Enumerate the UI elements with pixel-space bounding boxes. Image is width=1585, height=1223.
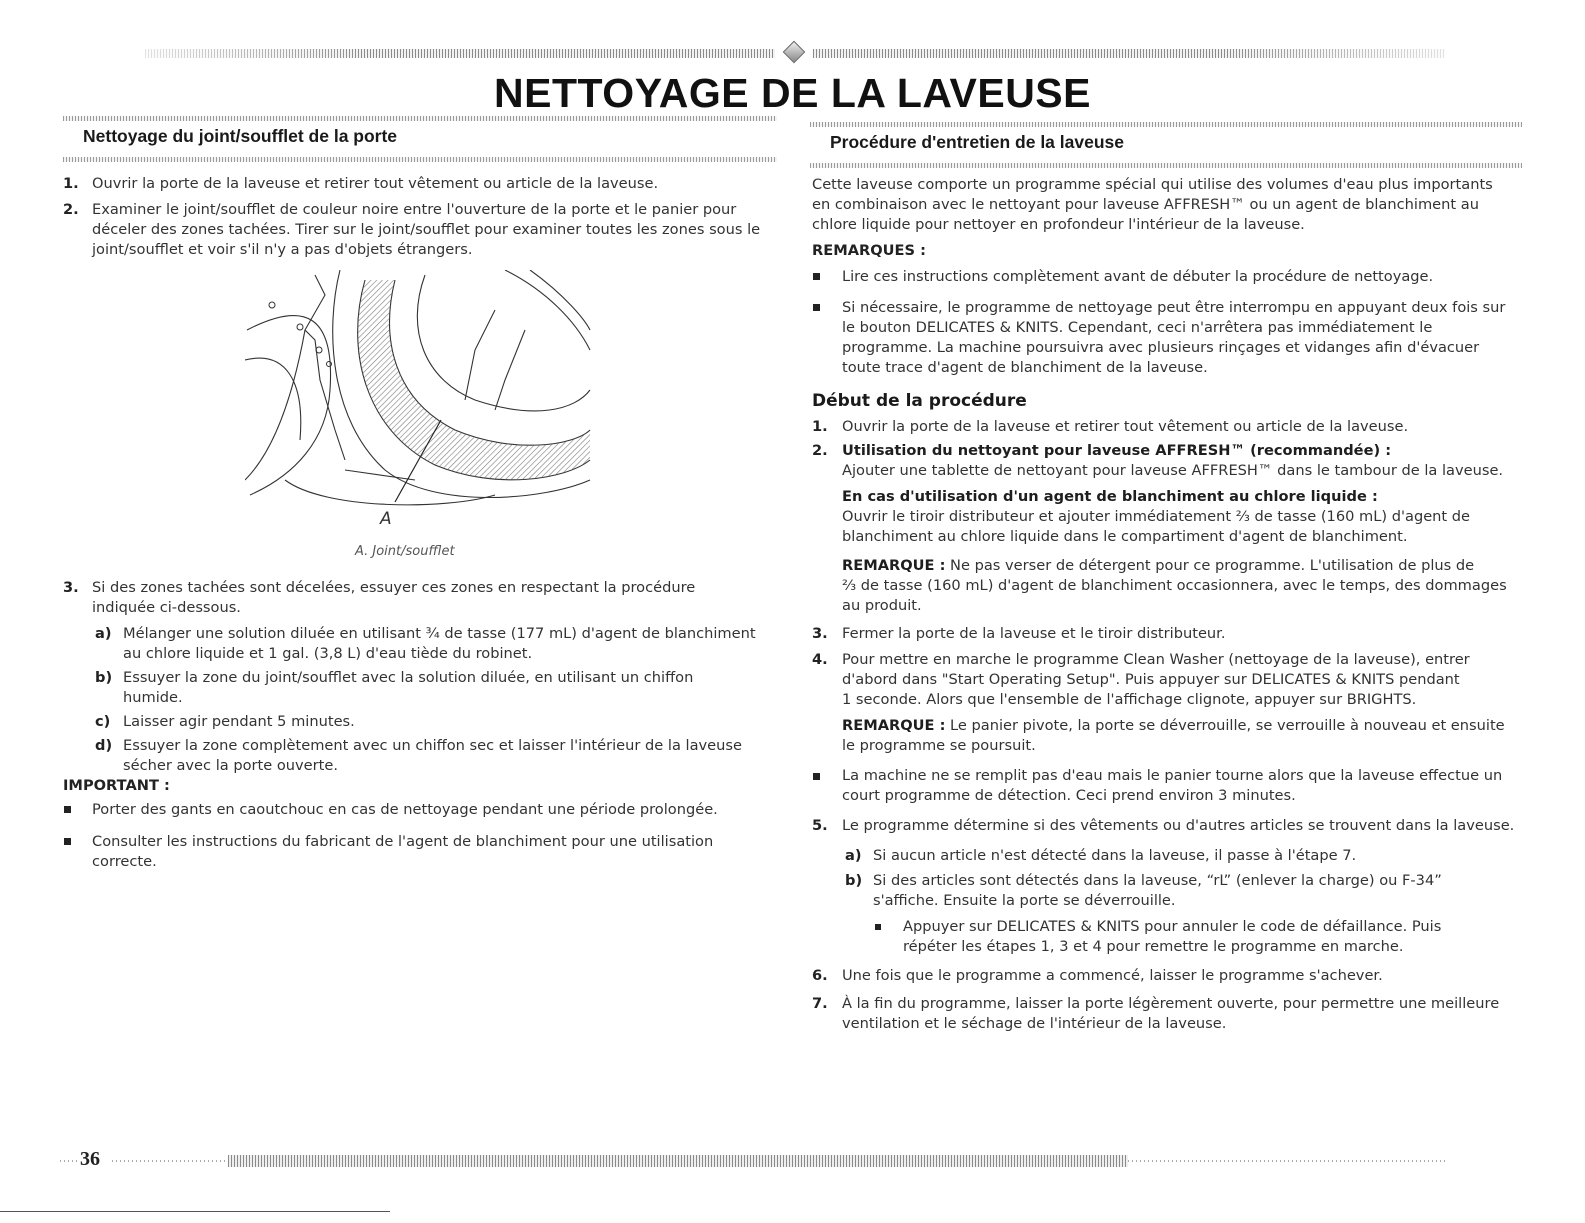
substep-letter: c) (95, 713, 111, 730)
remarques-label: REMARQUES : (812, 242, 926, 259)
substep-text: humide. (123, 689, 183, 706)
top-bar-right-rule (813, 49, 1445, 58)
intro-text: Cette laveuse comporte un programme spécial qui utilise des volumes d'eau plus importants (812, 176, 1493, 193)
substep-letter: b) (95, 669, 113, 686)
bullet-icon (64, 838, 71, 845)
substep-text: Laisser agir pendant 5 minutes. (123, 713, 355, 730)
substep-letter: a) (845, 847, 862, 864)
important-label: IMPORTANT : (63, 777, 170, 794)
footer-dotted-rule (60, 1160, 78, 1162)
step-text: Ouvrir la porte de la laveuse et retirer tout vêtement ou article de la laveuse. (92, 175, 659, 192)
step-number: 3. (63, 579, 79, 596)
substep-text: Si des articles sont détectés dans la laveuse, “rL” (enlever la charge) ou F-34” (873, 872, 1442, 889)
remarque-text: le programme se poursuit. (842, 737, 1036, 754)
page-title: NETTOYAGE DE LA LAVEUSE (494, 70, 1091, 116)
bullet-icon (813, 273, 820, 280)
step-text: joint/soufflet et voir s'il n'y a pas d'objets étrangers. (92, 241, 473, 258)
step-text: Le programme détermine si des vêtements ou d'autres articles se trouvent dans la laveuse. (842, 817, 1515, 834)
remarque-label: REMARQUE : (842, 557, 946, 574)
remarque-text: Si nécessaire, le programme de nettoyage peut être interrompu en appuyant deux fois sur (842, 299, 1506, 316)
substep-text: au chlore liquide et 1 gal. (3,8 L) d'eau tiède du robinet. (123, 645, 533, 662)
remarque-text: programme. La machine poursuivra avec plusieurs rinçages et vidanges afin d'évacuer (842, 339, 1480, 356)
bullet-icon (64, 806, 71, 813)
remarque-text: toute trace d'agent de blanchiment de la laveuse. (842, 359, 1208, 376)
page-number: 36 (80, 1148, 100, 1170)
substep-letter: a) (95, 625, 112, 642)
step-number: 2. (812, 442, 828, 459)
step-text: indiquée ci-dessous. (92, 599, 241, 616)
footer-decorative-bar (228, 1155, 1128, 1167)
remarque-paragraph: REMARQUE : Ne pas verser de détergent pour ce programme. L'utilisation de plus de (842, 557, 1475, 574)
important-text: correcte. (92, 853, 157, 870)
substep-text: Mélanger une solution diluée en utilisant ¾ de tasse (177 mL) d'agent de blanchiment (123, 625, 756, 642)
step-text: ventilation et le séchage de l'intérieur de la laveuse. (842, 1015, 1227, 1032)
important-text: Consulter les instructions du fabricant de l'agent de blanchiment pour une utilisation (92, 833, 714, 850)
step-number: 1. (812, 418, 828, 435)
bullet-icon (813, 773, 820, 780)
substep-text: Essuyer la zone complètement avec un chiffon sec et laisser l'intérieur de la laveuse (123, 737, 742, 754)
bullet-icon (813, 304, 820, 311)
substep-text: s'affiche. Ensuite la porte se déverrouille. (873, 892, 1176, 909)
step-number: 2. (63, 201, 79, 218)
substep-text: sécher avec la porte ouverte. (123, 757, 338, 774)
remarque-text: le bouton DELICATES & KNITS. Cependant, ceci n'arrêtera pas immédiatement le (842, 319, 1433, 336)
remarque-text: ⅔ de tasse (160 mL) d'agent de blanchiment occasionnera, avec le temps, des dommages (842, 577, 1507, 594)
substep-letter: b) (845, 872, 863, 889)
step-number: 6. (812, 967, 828, 984)
step-number: 7. (812, 995, 828, 1012)
intro-text: en combinaison avec le nettoyant pour laveuse AFFRESH™ ou un agent de blanchiment au (812, 196, 1479, 213)
remarque-text: Lire ces instructions complètement avant de débuter la procédure de nettoyage. (842, 268, 1434, 285)
footer-dotted-rule (112, 1160, 228, 1162)
left-section-title: Nettoyage du joint/soufflet de la porte (83, 126, 398, 146)
intro-text: chlore liquide pour nettoyer en profondeur l'intérieur de la laveuse. (812, 216, 1305, 233)
step-text: 1 seconde. Alors que l'ensemble de l'affichage clignote, appuyer sur BRIGHTS. (842, 691, 1417, 708)
bullet-icon (875, 924, 881, 930)
figure-callout-label: A (380, 509, 392, 529)
step-text: d'abord dans "Start Operating Setup". Puis appuyer sur DELICATES & KNITS pendant (842, 671, 1460, 688)
step-text: Pour mettre en marche le programme Clean Washer (nettoyage de la laveuse), entrer (842, 651, 1470, 668)
step-text: Fermer la porte de la laveuse et le tiroir distributeur. (842, 625, 1226, 642)
door-seal-illustration (245, 270, 595, 525)
footer-dotted-rule (1128, 1160, 1448, 1162)
step-text: déceler des zones tachées. Tirer sur le joint/soufflet pour examiner toutes les zones sous le (92, 221, 761, 238)
debut-heading: Début de la procédure (812, 391, 1027, 411)
step-number: 3. (812, 625, 828, 642)
right-section-header (810, 122, 1522, 168)
sub-bullet-text: répéter les étapes 1, 3 et 4 pour remettre le programme en marche. (903, 938, 1404, 955)
step-text: blanchiment au chlore liquide dans le compartiment d'agent de blanchiment. (842, 528, 1408, 545)
step-text: Si des zones tachées sont décelées, essuyer ces zones en respectant la procédure (92, 579, 696, 596)
remarque-label: REMARQUE : (842, 717, 946, 734)
step-text: Une fois que le programme a commencé, laisser le programme s'achever. (842, 967, 1383, 984)
remarque-paragraph: REMARQUE : Le panier pivote, la porte se déverrouille, se verrouille à nouveau et ensuite (842, 717, 1505, 734)
step-text: Examiner le joint/soufflet de couleur noire entre l'ouverture de la porte et le panier pour (92, 201, 737, 218)
right-section-title: Procédure d'entretien de la laveuse (830, 132, 1124, 152)
substep-text: Si aucun article n'est détecté dans la laveuse, il passe à l'étape 7. (873, 847, 1357, 864)
sub-bullet-text: Appuyer sur DELICATES & KNITS pour annuler le code de défaillance. Puis (903, 918, 1442, 935)
step-text: À la fin du programme, laisser la porte légèrement ouverte, pour permettre une meilleure (842, 995, 1500, 1012)
step-number: 5. (812, 817, 828, 834)
diamond-ornament-icon (783, 41, 806, 64)
step-subtitle: En cas d'utilisation d'un agent de blanchiment au chlore liquide : (842, 488, 1378, 505)
step-text: Ouvrir le tiroir distributeur et ajouter immédiatement ⅔ de tasse (160 mL) d'agent de (842, 508, 1471, 525)
step-number: 4. (812, 651, 828, 668)
top-bar-left-rule (145, 49, 775, 58)
step-text: Ouvrir la porte de la laveuse et retirer tout vêtement ou article de la laveuse. (842, 418, 1409, 435)
step-text: Ajouter une tablette de nettoyant pour laveuse AFFRESH™ dans le tambour de la laveuse. (842, 462, 1504, 479)
step-title: Utilisation du nettoyant pour laveuse AFFRESH™ (recommandée) : (842, 442, 1392, 459)
remarque-text: au produit. (842, 597, 922, 614)
bullet-text: La machine ne se remplit pas d'eau mais le panier tourne alors que la laveuse effectue un (842, 767, 1503, 784)
scan-edge-line (0, 1211, 390, 1212)
substep-text: Essuyer la zone du joint/soufflet avec la solution diluée, en utilisant un chiffon (123, 669, 694, 686)
step-number: 1. (63, 175, 79, 192)
door-seal-shading (358, 280, 590, 480)
top-decorative-bar (145, 46, 1445, 60)
substep-letter: d) (95, 737, 113, 754)
bullet-text: court programme de détection. Ceci prend environ 3 minutes. (842, 787, 1296, 804)
figure-caption: A. Joint/soufflet (355, 544, 455, 559)
left-section-header (63, 116, 777, 162)
important-text: Porter des gants en caoutchouc en cas de nettoyage pendant une période prolongée. (92, 801, 718, 818)
